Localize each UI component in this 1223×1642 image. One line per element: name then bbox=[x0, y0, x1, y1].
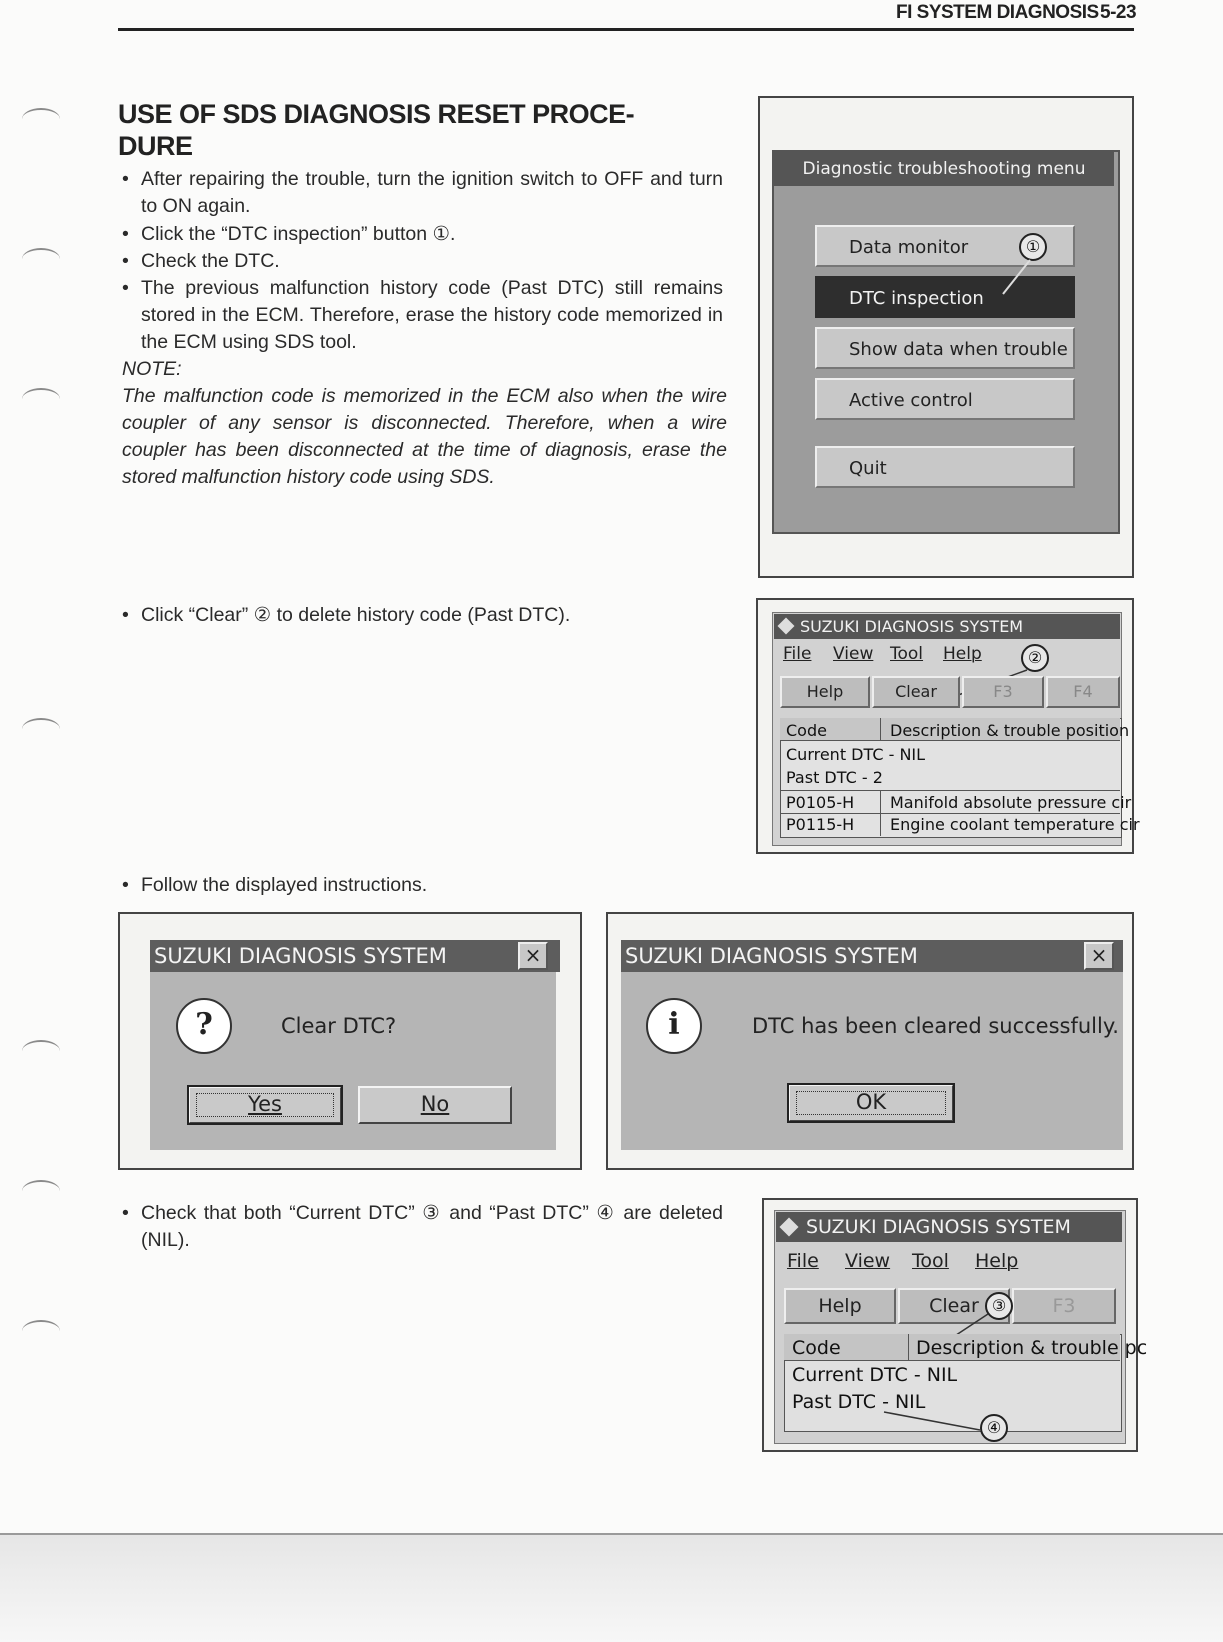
sds-title: SUZUKI DIAGNOSIS SYSTEM bbox=[774, 614, 1120, 639]
menu-file[interactable]: File bbox=[783, 644, 812, 664]
binder-hole bbox=[22, 388, 60, 410]
callout-3: ③ bbox=[985, 1292, 1013, 1320]
bullet-text: The previous malfunction history code (Past DTC) still remains stored in the ECM. Therefore, erase the history code memorized in the ECM using SDS tool. bbox=[141, 277, 723, 353]
clear-button[interactable]: Clear bbox=[872, 676, 960, 708]
dtc-description[interactable]: Engine coolant temperature cir bbox=[890, 815, 1140, 834]
clear-button[interactable]: Clear bbox=[898, 1288, 1010, 1324]
result-title: SUZUKI DIAGNOSIS SYSTEM bbox=[776, 1212, 1122, 1242]
bullet-text: After repairing the trouble, turn the ignition switch to OFF and turn to ON again. bbox=[141, 168, 723, 217]
menu-tool[interactable]: Tool bbox=[912, 1250, 949, 1272]
bullet-item: • The previous malfunction history code (Past DTC) still remains stored in the ECM. Therefore, erase the history code memorized in the ECM using SDS tool. bbox=[122, 277, 723, 353]
header-rule bbox=[118, 28, 1134, 31]
title-line-2: DURE bbox=[118, 131, 193, 161]
no-label: No bbox=[420, 1092, 450, 1116]
confirm-message: Clear DTC? bbox=[281, 1014, 397, 1038]
f4-button[interactable]: F4 bbox=[1046, 676, 1120, 708]
help-button[interactable]: Help bbox=[780, 676, 870, 708]
no-button[interactable] bbox=[358, 1086, 512, 1124]
info-dialog-title: SUZUKI DIAGNOSIS SYSTEM bbox=[621, 940, 1123, 972]
info-dialog-body bbox=[621, 972, 1123, 1150]
callout-1: ① bbox=[1019, 233, 1047, 261]
note-text: The malfunction code is memorized in the ECM also when the wire coupler of any sensor is disconnected. Therefore, when a wire coupler has been disconnected at the time of diagnosis, erase the stored malfunction history code using SDS. bbox=[122, 385, 727, 488]
dtc-description[interactable]: Manifold absolute pressure cir bbox=[890, 793, 1132, 812]
binder-hole bbox=[22, 1180, 60, 1202]
info-icon: i bbox=[646, 998, 702, 1054]
confirm-close-button[interactable]: × bbox=[518, 942, 548, 970]
menu-tool[interactable]: Tool bbox=[890, 644, 924, 664]
menu-title: Diagnostic troubleshooting menu bbox=[774, 152, 1114, 186]
dtc-code[interactable]: P0115-H bbox=[786, 815, 855, 834]
menu-help[interactable]: Help bbox=[975, 1250, 1019, 1272]
menu-file[interactable]: File bbox=[787, 1250, 819, 1272]
callout-2: ② bbox=[1021, 644, 1049, 672]
binder-hole bbox=[22, 248, 60, 270]
bullet-text: Follow the displayed instructions. bbox=[141, 874, 428, 896]
past-dtc-row[interactable]: Past DTC - 2 bbox=[786, 768, 883, 787]
binder-hole bbox=[22, 108, 60, 130]
note-label: NOTE: bbox=[122, 358, 182, 380]
bullet-text: Check that both “Current DTC” ③ and “Past DTC” ④ are deleted (NIL). bbox=[141, 1202, 723, 1251]
info-message: DTC has been cleared successfully. bbox=[752, 1014, 1119, 1038]
binder-hole bbox=[22, 718, 60, 740]
quit-button[interactable]: Quit bbox=[815, 446, 1075, 488]
row-divider bbox=[780, 790, 1120, 791]
yes-button[interactable] bbox=[188, 1086, 342, 1124]
bullet-item: • Check that both “Current DTC” ③ and “Past DTC” ④ are deleted (NIL). bbox=[122, 1202, 723, 1251]
title-line-1: USE OF SDS DIAGNOSIS RESET PROCE- bbox=[118, 99, 635, 129]
current-dtc-row[interactable]: Current DTC - NIL bbox=[786, 745, 926, 764]
column-header-description[interactable]: Description & trouble position bbox=[890, 721, 1130, 740]
info-close-button[interactable]: × bbox=[1084, 942, 1114, 970]
menu-help[interactable]: Help bbox=[943, 644, 982, 664]
bullet-item: • Follow the displayed instructions. bbox=[122, 874, 428, 896]
bullet-item: • Check the DTC. bbox=[122, 250, 280, 272]
column-divider bbox=[880, 790, 881, 836]
confirm-dialog-title: SUZUKI DIAGNOSIS SYSTEM bbox=[150, 940, 560, 972]
dtc-inspection-button[interactable]: DTC inspection bbox=[815, 276, 1075, 318]
section-title bbox=[118, 98, 678, 162]
column-header-code[interactable]: Code bbox=[786, 721, 827, 740]
f3-button[interactable]: F3 bbox=[1012, 1288, 1116, 1324]
bullet-item: • Click “Clear” ② to delete history code (Past DTC). bbox=[122, 604, 571, 626]
callout-1-leader bbox=[995, 258, 1035, 298]
current-dtc-row[interactable]: Current DTC - NIL bbox=[792, 1364, 958, 1386]
bullet-text: Click “Clear” ② to delete history code (Past DTC). bbox=[141, 604, 571, 626]
callout-4-leader bbox=[880, 1408, 990, 1438]
column-header-code[interactable]: Code bbox=[792, 1337, 841, 1359]
menu-view[interactable]: View bbox=[833, 644, 874, 664]
callout-4: ④ bbox=[980, 1414, 1008, 1442]
bullet-text: Click the “DTC inspection” button ①. bbox=[141, 223, 456, 245]
yes-label: Yes bbox=[248, 1092, 282, 1116]
column-divider bbox=[908, 1334, 909, 1360]
binder-hole bbox=[22, 1040, 60, 1062]
bullet-item: • Click the “DTC inspection” button ①. bbox=[122, 223, 456, 245]
question-icon: ? bbox=[176, 998, 232, 1054]
column-header-description[interactable]: Description & trouble pc bbox=[916, 1337, 1148, 1359]
menu-view[interactable]: View bbox=[845, 1250, 891, 1272]
ok-button[interactable]: OK bbox=[788, 1084, 954, 1122]
bullet-text: Check the DTC. bbox=[141, 250, 280, 272]
data-monitor-button[interactable]: Data monitor bbox=[815, 225, 1075, 267]
bullet-item: • After repairing the trouble, turn the ignition switch to OFF and turn to ON again. bbox=[122, 168, 723, 217]
show-data-when-trouble-button[interactable]: Show data when trouble bbox=[815, 327, 1075, 369]
dtc-code[interactable]: P0105-H bbox=[786, 793, 855, 812]
page-number: 5-23 bbox=[1100, 2, 1137, 23]
row-divider bbox=[780, 813, 1120, 814]
binder-hole bbox=[22, 1320, 60, 1342]
help-button[interactable]: Help bbox=[784, 1288, 896, 1324]
past-dtc-row[interactable]: Past DTC - NIL bbox=[792, 1391, 926, 1413]
section-header: FI SYSTEM DIAGNOSIS bbox=[896, 2, 1099, 23]
column-divider bbox=[880, 718, 881, 740]
f3-button[interactable]: F3 bbox=[962, 676, 1044, 708]
scan-shadow bbox=[0, 1535, 1223, 1642]
active-control-button[interactable]: Active control bbox=[815, 378, 1075, 420]
